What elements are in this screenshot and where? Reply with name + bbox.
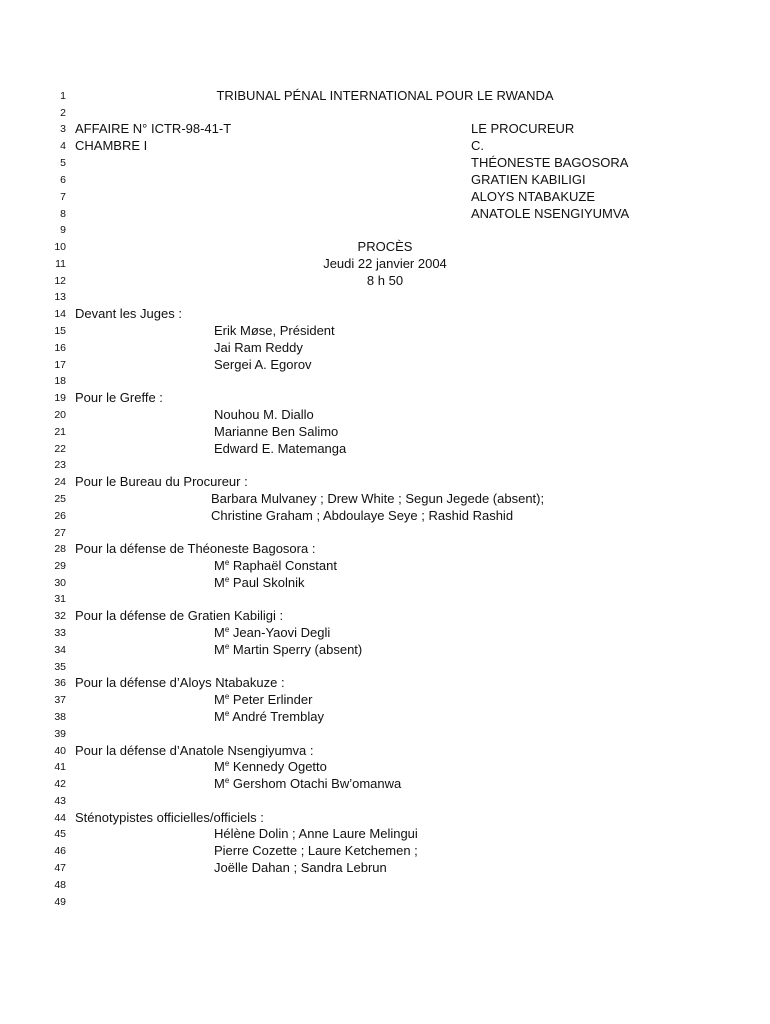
- indented-name: Marianne Ben Salimo: [214, 424, 339, 439]
- counsel-name: [214, 641, 362, 658]
- line-14: [0, 305, 770, 322]
- maitre-suffix: e: [224, 776, 230, 785]
- line-5: [0, 154, 770, 171]
- line-number: 2: [60, 107, 66, 119]
- line-33: [0, 624, 770, 641]
- line-number: 20: [54, 409, 66, 421]
- maitre-prefix: M: [214, 625, 225, 640]
- line-number: 7: [60, 191, 66, 203]
- line-number: 31: [54, 593, 66, 605]
- maitre-suffix: e: [224, 692, 230, 701]
- line-number: 18: [54, 375, 66, 387]
- line-6: [0, 171, 770, 188]
- counsel-name-text: Peter Erlinder: [232, 692, 313, 707]
- line-number: 29: [54, 560, 66, 572]
- indented-name: Pierre Cozette ; Laure Ketchemen ;: [214, 843, 418, 858]
- line-number: 37: [54, 694, 66, 706]
- maitre-prefix: M: [214, 776, 225, 791]
- session-info: Jeudi 22 janvier 2004: [323, 256, 447, 271]
- indented-name: Nouhou M. Diallo: [214, 407, 314, 422]
- indented-name: Christine Graham ; Abdoulaye Seye ; Rashid Rashid: [211, 508, 514, 523]
- left-text: CHAMBRE I: [75, 138, 148, 153]
- line-28: [0, 540, 770, 557]
- line-3: [0, 120, 770, 137]
- line-number: 19: [54, 392, 66, 404]
- line-number: 32: [54, 610, 66, 622]
- line-20: [0, 406, 770, 423]
- line-number: 23: [54, 459, 66, 471]
- party-name: GRATIEN KABILIGI: [471, 172, 586, 187]
- line-number: 27: [54, 527, 66, 539]
- line-31: [0, 590, 770, 607]
- left-text: Sténotypistes officielles/officiels :: [75, 810, 264, 825]
- line-number: 44: [54, 812, 66, 824]
- counsel-name: [214, 691, 312, 708]
- line-number: 41: [54, 761, 66, 773]
- line-17: [0, 356, 770, 373]
- line-number: 24: [54, 476, 66, 488]
- line-number: 8: [60, 208, 66, 220]
- line-36: [0, 674, 770, 691]
- line-27: [0, 524, 770, 541]
- indented-name: Hélène Dolin ; Anne Laure Melingui: [214, 826, 418, 841]
- line-21: [0, 423, 770, 440]
- line-32: [0, 607, 770, 624]
- indented-name: Barbara Mulvaney ; Drew White ; Segun Jegede (absent);: [211, 491, 545, 506]
- counsel-name: [214, 557, 337, 574]
- line-number: 26: [54, 510, 66, 522]
- maitre-suffix: e: [224, 575, 230, 584]
- counsel-name: [214, 624, 330, 641]
- counsel-name-text: Kennedy Ogetto: [232, 759, 327, 774]
- line-number: 13: [54, 291, 66, 303]
- left-text: Devant les Juges :: [75, 306, 182, 321]
- maitre-prefix: M: [214, 575, 225, 590]
- line-45: [0, 825, 770, 842]
- left-text: Pour la défense d’Aloys Ntabakuze :: [75, 675, 285, 690]
- left-text: Pour la défense de Gratien Kabiligi :: [75, 608, 284, 623]
- maitre-suffix: e: [224, 642, 230, 651]
- line-35: [0, 658, 770, 675]
- line-number: 4: [60, 140, 66, 152]
- line-47: [0, 859, 770, 876]
- counsel-name: [214, 775, 401, 792]
- line-42: [0, 775, 770, 792]
- line-34: [0, 641, 770, 658]
- line-40: [0, 742, 770, 759]
- line-9: [0, 221, 770, 238]
- counsel-name: [214, 574, 304, 591]
- counsel-name-text: Martin Sperry (absent): [232, 642, 363, 657]
- line-number: 47: [54, 862, 66, 874]
- line-13: [0, 288, 770, 305]
- line-number: 9: [60, 224, 66, 236]
- line-number: 11: [55, 258, 66, 270]
- left-text: Pour le Greffe :: [75, 390, 163, 405]
- maitre-prefix: M: [214, 759, 225, 774]
- line-number: 36: [54, 677, 66, 689]
- line-23: [0, 456, 770, 473]
- line-number: 22: [54, 443, 66, 455]
- line-22: [0, 440, 770, 457]
- line-48: [0, 876, 770, 893]
- line-number: 35: [54, 661, 66, 673]
- line-8: [0, 205, 770, 222]
- line-number: 49: [54, 896, 66, 908]
- line-number: 17: [54, 359, 66, 371]
- line-7: [0, 188, 770, 205]
- indented-name: Joëlle Dahan ; Sandra Lebrun: [214, 860, 387, 875]
- maitre-suffix: e: [224, 759, 230, 768]
- indented-name: Edward E. Matemanga: [214, 441, 347, 456]
- maitre-prefix: M: [214, 558, 225, 573]
- line-19: [0, 389, 770, 406]
- line-38: [0, 708, 770, 725]
- line-2: [0, 104, 770, 121]
- line-number: 12: [54, 275, 66, 287]
- tribunal-title: TRIBUNAL PÉNAL INTERNATIONAL POUR LE RWANDA: [216, 88, 554, 103]
- line-number: 28: [54, 543, 66, 555]
- line-number: 3: [60, 123, 66, 135]
- line-11: [0, 255, 770, 272]
- line-39: [0, 725, 770, 742]
- counsel-name-text: Gershom Otachi Bw’omanwa: [232, 776, 402, 791]
- line-25: [0, 490, 770, 507]
- maitre-prefix: M: [214, 692, 225, 707]
- line-number: 38: [54, 711, 66, 723]
- party-name: THÉONESTE BAGOSORA: [471, 155, 629, 170]
- indented-name: Erik Møse, Président: [214, 323, 335, 338]
- counsel-name-text: André Tremblay: [232, 709, 324, 724]
- line-number: 48: [54, 879, 66, 891]
- maitre-prefix: M: [214, 642, 225, 657]
- party-name: LE PROCUREUR: [471, 121, 575, 136]
- line-number: 43: [54, 795, 66, 807]
- line-number: 40: [54, 745, 66, 757]
- party-name: C.: [471, 138, 484, 153]
- line-number: 16: [54, 342, 66, 354]
- maitre-suffix: e: [224, 625, 230, 634]
- left-text: AFFAIRE N° ICTR-98-41-T: [75, 121, 232, 136]
- indented-name: Jai Ram Reddy: [214, 340, 303, 355]
- line-1: [0, 87, 770, 104]
- session-info: 8 h 50: [366, 273, 404, 288]
- line-41: [0, 758, 770, 775]
- line-26: [0, 507, 770, 524]
- left-text: Pour la défense de Théoneste Bagosora :: [75, 541, 316, 556]
- line-number: 34: [54, 644, 66, 656]
- line-number: 10: [54, 241, 66, 253]
- party-name: ALOYS NTABAKUZE: [471, 189, 596, 204]
- line-43: [0, 792, 770, 809]
- counsel-name-text: Jean-Yaovi Degli: [232, 625, 331, 640]
- line-12: [0, 272, 770, 289]
- line-number: 45: [54, 828, 66, 840]
- counsel-name: [214, 758, 327, 775]
- line-number: 5: [60, 157, 66, 169]
- line-number: 6: [60, 174, 66, 186]
- line-number: 30: [54, 577, 66, 589]
- line-15: [0, 322, 770, 339]
- indented-name: Sergei A. Egorov: [214, 357, 312, 372]
- counsel-name-text: Paul Skolnik: [232, 575, 305, 590]
- line-24: [0, 473, 770, 490]
- party-name: ANATOLE NSENGIYUMVA: [471, 206, 630, 221]
- counsel-name: [214, 708, 324, 725]
- line-37: [0, 691, 770, 708]
- line-number: 33: [54, 627, 66, 639]
- line-16: [0, 339, 770, 356]
- line-number: 14: [54, 308, 66, 320]
- line-29: [0, 557, 770, 574]
- maitre-suffix: e: [224, 709, 230, 718]
- line-4: [0, 137, 770, 154]
- maitre-prefix: M: [214, 709, 225, 724]
- line-10: [0, 238, 770, 255]
- line-30: [0, 574, 770, 591]
- counsel-name-text: Raphaël Constant: [232, 558, 337, 573]
- line-46: [0, 842, 770, 859]
- left-text: Pour le Bureau du Procureur :: [75, 474, 248, 489]
- line-number: 42: [54, 778, 66, 790]
- line-18: [0, 372, 770, 389]
- line-number: 39: [54, 728, 66, 740]
- line-number: 46: [54, 845, 66, 857]
- left-text: Pour la défense d’Anatole Nsengiyumva :: [75, 743, 314, 758]
- line-number: 1: [60, 90, 66, 102]
- line-44: [0, 809, 770, 826]
- line-49: [0, 893, 770, 910]
- line-number: 21: [54, 426, 66, 438]
- session-info: PROCÈS: [357, 239, 413, 254]
- maitre-suffix: e: [224, 558, 230, 567]
- line-number: 25: [54, 493, 66, 505]
- line-number: 15: [54, 325, 66, 337]
